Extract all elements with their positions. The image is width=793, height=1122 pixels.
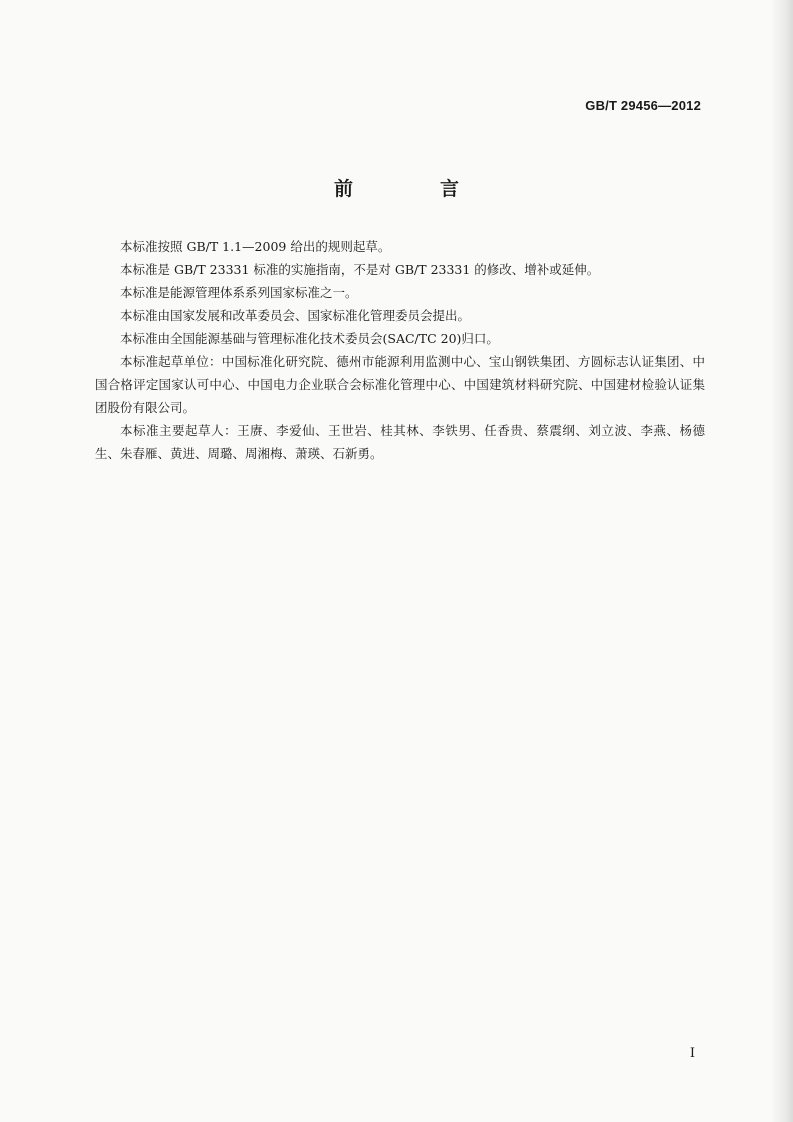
paragraph-under-jurisdiction: 本标准由全国能源基础与管理标准化技术委员会(SAC/TC 20)归口。 (120, 331, 499, 346)
paragraph-implementation-guide: 本标准是 GB/T 23331 标准的实施指南，不是对 GB/T 23331 的修改、增补或延伸。 (120, 262, 600, 277)
foreword-body (95, 235, 705, 465)
page-title: 前 言 (333, 178, 493, 200)
paragraph-series: 本标准是能源管理体系系列国家标准之一。 (120, 285, 358, 300)
page-number: I (689, 1046, 695, 1061)
paragraph-drafting-organizations: 本标准起草单位：中国标准化研究院、德州市能源利用监测中心、宝山钢铁集团、方圆标志认证集团、中国合格评定国家认可中心、中国电力企业联合会标准化管理中心、中国建筑材料研究院、中国建材检验认证集团股份有限公司。 (95, 354, 705, 415)
paragraph-drafting-rules: 本标准按照 GB/T 1.1—2009 给出的规则起草。 (120, 239, 391, 254)
paragraph-proposed-by: 本标准由国家发展和改革委员会、国家标准化管理委员会提出。 (120, 308, 471, 323)
scan-edge-shadow (771, 0, 793, 1122)
paragraph-drafters: 本标准主要起草人：王赓、李爱仙、王世岩、桂其林、李铁男、任香贵、蔡震纲、刘立波、李燕、杨德生、朱春雁、黄进、周璐、周湘梅、萧瑛、石新勇。 (95, 423, 705, 461)
standard-code: GB/T 29456—2012 (585, 98, 701, 113)
